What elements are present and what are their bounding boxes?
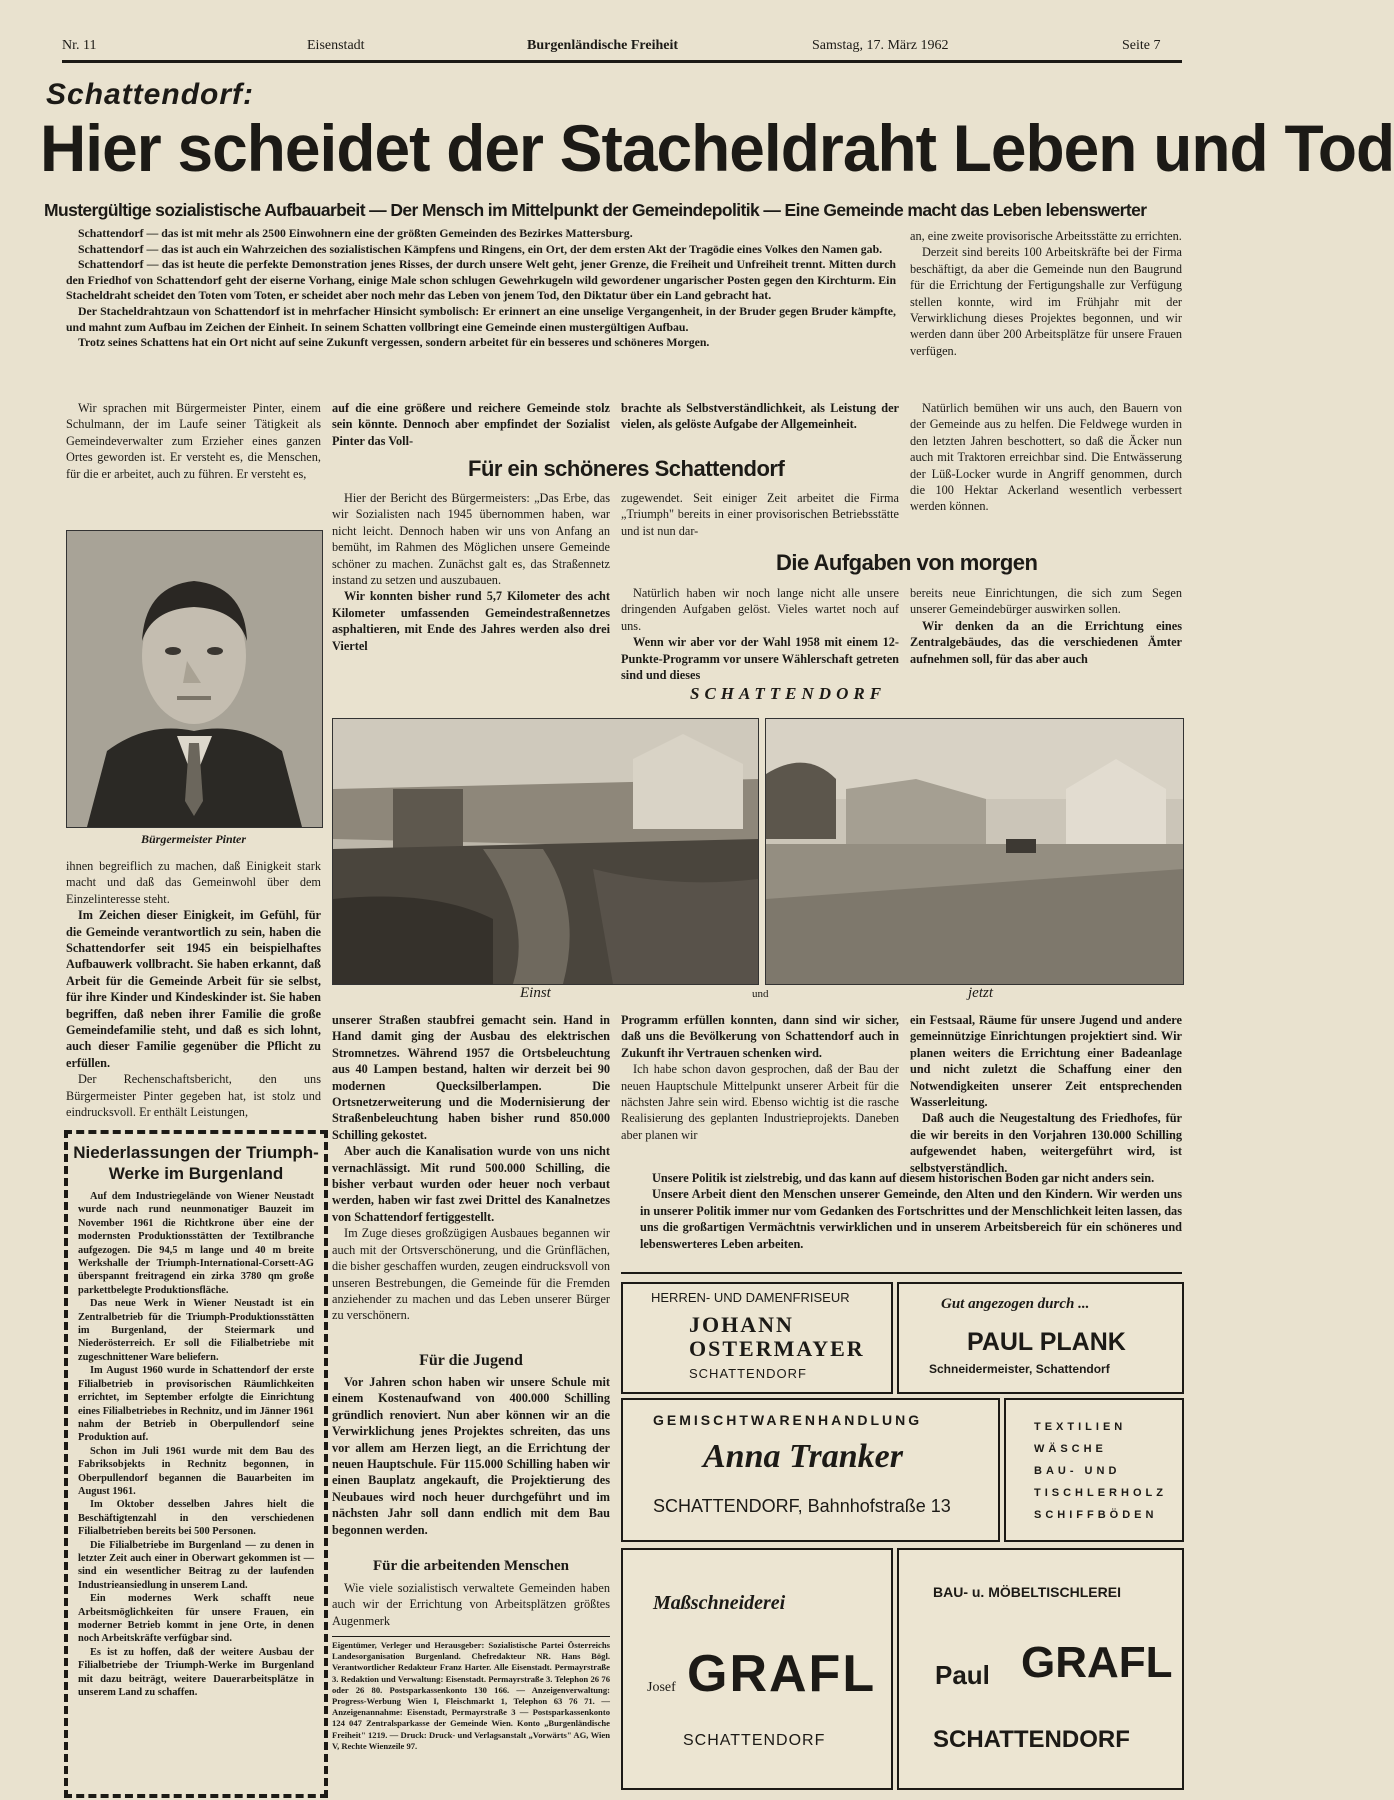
text-paragraph: Natürlich bemühen wir uns auch, den Bauern von der Gemeinde aus zu helfen. Die Feldwege wurden in den letzten Jahren beschottert, so daß die Äcker nun auch mit Traktoren erreichbar sind. Die Entwässerung der Lüß-Locker wurde in Angriff genommen, durch die 100 Hektar Ackerland wesentlich verbessert werden können. (910, 401, 1182, 514)
text-paragraph: Vor Jahren schon haben wir unsere Schule mit einem Kostenaufwand von 400.000 Schilling gründlich renoviert. Nun aber können wir an die Verwirklichung jenes Projektes schreiten, das uns vor allem am Herzen liegt, an die Errichtung der neuen Hauptschule. Für 115.000 Schilling haben wir einen Bauplatz angekauft, die Projektierung des Neubaues wird noch heuer durchgeführt und im nächsten Jahr soll dann endlich mit dem Bau begonnen werden. (332, 1375, 610, 1537)
ad-grafl2-name: GRAFL (1021, 1638, 1173, 1687)
column-3-low (621, 585, 899, 683)
portrait-image (67, 531, 322, 827)
ad-textilien-line: TISCHLERHOLZ (1034, 1487, 1167, 1499)
ad-textilien-list (1034, 1416, 1167, 1526)
sidebar-paragraph: Auf dem Industriegelände von Wiener Neustadt wurde nach rund neunmonatiger Bauzeit im November 1961 die Richtkrone über eine der modernsten Produktionsstätten der Textilbranche aufgezogen. Die 94,5 m lange und 40 m breite Werkshalle der Triumph-International-Corsett-AG überspannt freitragend ein zirka 3780 qm große parkettbelegte Produktionsfläche. (78, 1191, 314, 1296)
text-paragraph: auf die eine größere und reichere Gemeinde stolz sein könnte. Dennoch aber empfindet der Sozialist Pinter das Voll- (332, 401, 610, 448)
photo-band-title: SCHATTENDORF (690, 684, 887, 703)
header-place: Eisenstadt (307, 38, 365, 53)
column-2-bottom (332, 1012, 610, 1352)
ad-friseur-place: SCHATTENDORF (689, 1366, 807, 1381)
header-rule (62, 60, 1182, 63)
section-title-aufgaben: Die Aufgaben von morgen (776, 550, 1038, 575)
ad-friseur-name2: OSTERMAYER (689, 1336, 865, 1361)
closing-rule (621, 1272, 1182, 1274)
ad-paul-grafl (897, 1548, 1184, 1790)
ad-textilien-line: SCHIFFBÖDEN (1034, 1509, 1158, 1521)
ad-paul-plank (897, 1282, 1184, 1394)
ad-plank-line: Schneidermeister, Schattendorf (929, 1362, 1110, 1376)
column-2-jugend (332, 1374, 610, 1554)
lead-paragraph: Schattendorf — das ist auch ein Wahrzeichen des sozialistischen Kämpfens und Ringens, ein Ort, der dem ersten Akt der Tragödie eines Volkes den Namen gab. (78, 241, 883, 256)
text-paragraph: ihnen begreiflich zu machen, daß Einigkeit stark macht und daß das Gemeinwohl über dem Einzelinteresse steht. (66, 859, 321, 906)
sidebar-paragraph: Ein modernes Werk schafft neue Arbeitsmöglichkeiten für unsere Frauen, ein moderner Betrieb kommt in jene Orte, in denen noch Arbeitskräfte verfügbar sind. (78, 1593, 314, 1645)
column-2-top (332, 400, 610, 450)
text-paragraph: ein Festsaal, Räume für unsere Jugend und andere gemeinnützige Einrichtungen projektiert sind. Wir planen weiters die Errichtung einer Badeanlage und nicht zuletzt die Schaffung einer den Notwendigkeiten unserer Zeit entsprechenden Wasserleitung. (910, 1013, 1182, 1110)
ad-grafl2-place: SCHATTENDORF (933, 1726, 1130, 1753)
column-2-mid (332, 490, 610, 680)
lead-paragraph: Trotz seines Schattens hat ein Ort nicht auf seine Zukunft vergessen, sondern arbeitet für ein besseres und schöneres Morgen. (78, 335, 710, 350)
article-subheadline: Mustergültige sozialistische Aufbauarbeit — Der Mensch im Mittelpunkt der Gemeindepolitik — Eine Gemeinde macht das Leben lebenswerter (44, 200, 1147, 220)
imprint (332, 1640, 610, 1790)
article-headline: Hier scheidet der Stacheldraht Leben und Tod (40, 111, 1394, 185)
sidebar-paragraph: Im August 1960 wurde in Schattendorf der erste Filialbetrieb in provisorischen Räumlichkeiten errichtet, im September erfolgte die Einrichtung eines Filialbetriebes in Rechnitz, und im Jänner 1961 nahm der Betrieb in Oberpullendorf seine Produktion auf. (78, 1365, 314, 1444)
ad-textilien (1004, 1398, 1184, 1542)
right-column-mid (910, 400, 1182, 545)
ad-josef-grafl (621, 1548, 893, 1790)
column-1-intro (66, 400, 321, 490)
text-paragraph: Ich habe schon davon gesprochen, daß der Bau der neuen Hauptschule Mittelpunkt unserer Arbeit für die nächsten Jahre sein wird. Ebenso wichtig ist die rasche Realisierung des geplanten Industrieprojekts. Daneben aber planen wir (621, 1062, 899, 1142)
text-paragraph: an, eine zweite provisorische Arbeitsstätte zu errichten. (910, 229, 1182, 243)
right-column-top (910, 228, 1182, 390)
text-paragraph: Unsere Politik ist zielstrebig, und das kann auf diesem historischen Boden gar nicht anders sein. (652, 1171, 1155, 1185)
sidebar-text (78, 1190, 314, 1788)
ad-textilien-line: WÄSCHE (1034, 1443, 1107, 1455)
article-kicker: Schattendorf: (46, 78, 254, 111)
article-closing (640, 1170, 1182, 1270)
text-paragraph: Natürlich haben wir noch lange nicht alle unsere dringenden Aufgaben gelöst. Vieles wartet noch auf uns. (621, 586, 899, 633)
text-paragraph: brachte als Selbstverständlichkeit, als Leistung der vielen, als gelöste Aufgabe der Allgemeinheit. (621, 401, 899, 432)
ad-textilien-line: TEXTILIEN (1034, 1421, 1127, 1433)
ad-tranker-line: GEMISCHTWARENHANDLUNG (653, 1412, 923, 1428)
column-2-arbeit (332, 1580, 610, 1630)
column-3-bottom (621, 1012, 899, 1162)
text-paragraph: Unsere Arbeit dient den Menschen unserer Gemeinde, den Alten und den Kindern. Wir werden uns in unserer Politik immer nur vom Gedanken des Fortschrittes und der Menschlichkeit leiten lassen, das uns die großartigen Vermächtnis verwirklichen und in unserem Arbeitsbereich für ein schöneres und lebenswerteres Leben arbeiten. (640, 1187, 1182, 1251)
section-title-jugend: Für die Jugend (419, 1352, 523, 1369)
sidebar-paragraph: Das neue Werk in Wiener Neustadt ist ein Zentralbetrieb für die Triumph-Produktionsstätten im Burgenland, der Steiermark und Niederösterreich. Er soll die Filialbetriebe mit zugeschnittener Ware beliefern. (78, 1298, 314, 1363)
issue-number: Nr. 11 (62, 38, 97, 53)
photo-connector-word: und (752, 988, 769, 1000)
text-paragraph: Wie viele sozialistisch verwaltete Gemeinden haben auch wir der Errichtung von Arbeitsplätzen größtes Augenmerk (332, 1581, 610, 1628)
text-paragraph: Im Zuge dieses großzügigen Ausbaues begannen wir auch mit der Ortsverschönerung, und die Grünflächen, die bisher geschaffen wurden, zeugen eindrucksvoll von unseren Bestrebungen, die Gemeinde für die Fremden anziehender zu machen und das Leben unserer Bürger zu verschönern. (332, 1226, 610, 1323)
text-paragraph: Daß auch die Neugestaltung des Friedhofes, für die wir bereits in den Vorjahren 130.000 Schilling aufgewendet haben, weitergeführt wird, ist selbstverständlich. (910, 1111, 1182, 1175)
ad-plank-name: PAUL PLANK (967, 1328, 1126, 1356)
column-4-bottom (910, 1012, 1182, 1175)
header-paper: Burgenländische Freiheit (527, 38, 679, 53)
photo-after-caption: jetzt (968, 985, 993, 1001)
ad-textilien-line: BAU- UND (1034, 1465, 1121, 1477)
ad-friseur-name1: JOHANN (689, 1312, 794, 1337)
column-3-mid (621, 490, 899, 542)
column-4-low (910, 585, 1182, 675)
ad-grafl1-name: GRAFL (687, 1645, 877, 1703)
ad-tranker-address: SCHATTENDORF, Bahnhofstraße 13 (653, 1496, 951, 1516)
column-1-bottom (66, 858, 321, 1123)
ad-grafl1-line: Maßschneiderei (653, 1592, 786, 1614)
portrait-photo (66, 530, 323, 828)
text-paragraph: Aber auch die Kanalisation wurde von uns nicht vernachlässigt. Mit rund 500.000 Schilling, die bisher verbaut wurden oder heuer noch verbaut werden, haben wir fast zwei Drittel des Kanalnetzes von Schattendorf fertiggestellt. (332, 1144, 610, 1224)
page-header (62, 36, 1182, 60)
photo-before (332, 718, 759, 985)
section-title-schoeneres: Für ein schöneres Schattendorf (468, 456, 785, 481)
column-3-top (621, 400, 899, 450)
ad-grafl2-first: Paul (935, 1660, 990, 1690)
text-paragraph: Wir sprachen mit Bürgermeister Pinter, einem Schulmann, der im Laufe seiner Tätigkeit als Gemeindeverwalter zum Erzieher eines ganzen Ortes geworden ist. Er versteht es, die Menschen, für die er arbeitet, auch zu führen. Er versteht es, (66, 401, 321, 481)
text-paragraph: Wenn wir aber vor der Wahl 1958 mit einem 12-Punkte-Programm vor unsere Wählerschaft getreten sind und dieses (621, 635, 899, 683)
lead-paragraph: Der Stacheldrahtzaun von Schattendorf ist in mehrfacher Hinsicht symbolisch: Er erinnert an eine unselige Vergangenheit, in der Bruder gegen Bruder kämpfte, und mahnt zum Aufbau im Zeichen der Einheit. In seinem Schatten vollbringt eine Gemeinde einen mustergültigen Aufbau. (66, 303, 896, 334)
header-page: Seite 7 (1122, 38, 1161, 53)
lead-paragraph: Schattendorf — das ist mit mehr als 2500 Einwohnern eine der größten Gemeinden des Bezirkes Mattersburg. (78, 226, 633, 240)
article-lead (66, 226, 896, 396)
sidebar-paragraph: Es ist zu hoffen, daß der weitere Ausbau der Filialbetriebe der Triumph-Werke im Burgenland mit dazu beiträgt, weitere Dauerarbeitsplätze in unserem Land zu schaffen. (78, 1646, 314, 1699)
ad-grafl2-line: BAU- u. MÖBELTISCHLEREI (933, 1584, 1121, 1600)
photo-after (765, 718, 1184, 985)
ad-friseur-line: HERREN- UND DAMENFRISEUR (651, 1290, 850, 1305)
text-paragraph: zugewendet. Seit einiger Zeit arbeitet die Firma „Triumph" bereits in einer provisorischen Betriebsstätte und ist nun dar- (621, 491, 899, 538)
text-paragraph: Derzeit sind bereits 100 Arbeitskräfte bei der Firma beschäftigt, da aber die Gemeinde nun den Baugrund für die Errichtung der Fertigungshalle zur Verfügung stellen konnte, wird im Frühjahr mit der Verwirklichung dieses Projektes begonnen, und wir werden dann über 200 Arbeitsplätze für unsere Frauen verfügen. (910, 245, 1182, 358)
sidebar-paragraph: Die Filialbetriebe im Burgenland — zu denen in letzter Zeit auch einer in Oberwart gekommen ist — sind ein wesentlicher Beitrag zu der laufenden Industrieansiedlung in unserem Land. (78, 1539, 314, 1591)
ad-grafl1-first: Josef (647, 1680, 676, 1695)
ad-friseur-ostermayer (621, 1282, 893, 1394)
sidebar-title: Niederlassungen der Triumph-Werke im Burgenland (73, 1143, 319, 1183)
text-paragraph: Programm erfüllen konnten, dann sind wir sicher, daß uns die Bevölkerung von Schattendorf auch in Zukunft ihr Vertrauen schenken wird. (621, 1013, 899, 1060)
header-date: Samstag, 17. März 1962 (812, 38, 949, 53)
ad-plank-slogan: Gut angezogen durch ... (941, 1296, 1090, 1312)
text-paragraph: bereits neue Einrichtungen, die sich zum Segen unserer Gemeindebürger auswirken sollen. (910, 586, 1182, 617)
ad-anna-tranker (621, 1398, 1000, 1542)
ad-tranker-name: Anna Tranker (703, 1438, 903, 1475)
imprint-text: Eigentümer, Verleger und Herausgeber: Sozialistische Partei Österreichs Landesorganisation Burgenland. Chefredakteur NR. Hans Bögl. Verantwortlicher Redakteur Franz Harter. Alle Eisenstadt. Permayrstraße 3. Redaktion und Verwaltung: Eisenstadt. Permayrstraße 3. Telephon 26 76 oder 26 80. Postsparkassenkonto 130 166. — Anzeigenverwaltung: Progress-Werbung Wien I, Fleischmarkt 1, Telephon 63 76 71. — Anzeigenannahme: Eisenstadt, Permayrstraße 3 — Postsparkassenkonto 124 047 Zentralsparkasse der Gemeinde Wien. Konto „Burgenländische Freiheit" 1219. — Druck: Druck- und Verlagsanstalt „Vorwärts" AG, Wien V, Rechte Wienzeile 97. (332, 1640, 610, 1751)
lead-paragraph: Schattendorf — das ist heute die perfekte Demonstration jenes Risses, der durch unsere Welt geht, jener Grenze, die Freiheit und Unfreiheit trennt. Mitten durch den Friedhof von Schattendorf geht der eiserne Vorhang, einige Male schon schlugen Gewehrkugeln wild gewordener ungarischer Posten gegen den Kirchturm. Ein Stacheldraht scheidet den Toten vom Toten, er scheidet aber noch mehr das Leben von jenem Tod, den Diktatur über ein Land gebracht hat. (66, 257, 896, 303)
imprint-rule (332, 1636, 610, 1637)
photo-after-image (766, 719, 1183, 984)
text-paragraph: Im Zeichen dieser Einigkeit, im Gefühl, für die Gemeinde verantwortlich zu sein, haben die Schattendorfer seit 1945 ein beispielhaftes Aufbauwerk vollbracht. Sie haben erkannt, daß Arbeit für die Gemeinde Arbeit für sie selbst, für ihre Kinder und Kindeskinder ist. Sie haben begriffen, daß neben ihrer Familie die große Gemeindefamilie steht, und daß es sich lohnt, auch dieser Familie gegenüber die Pflicht zu erfüllen. (66, 908, 321, 1070)
ad-grafl1-place: SCHATTENDORF (683, 1732, 826, 1749)
sidebar-paragraph: Schon im Juli 1961 wurde mit dem Bau des Fabriksobjekts in Rechnitz begonnen, in Oberpullendorf begannen die Bauarbeiten im August 1961. (78, 1445, 314, 1497)
triumph-sidebar-box (64, 1130, 328, 1798)
section-title-arbeit: Für die arbeitenden Menschen (373, 1558, 569, 1574)
text-paragraph: Der Rechenschaftsbericht, den uns Bürgermeister Pinter gegeben hat, ist stolz und eindrucksvoll. Er enthält Leistungen, (66, 1072, 321, 1120)
photo-before-caption: Einst (520, 985, 551, 1001)
text-paragraph: unserer Straßen staubfrei gemacht sein. Hand in Hand damit ging der Ausbau des elektrischen Stromnetzes. Während 1957 die Ortsbeleuchtung aus 40 Lampen bestand, halten wir derzeit bei 90 modernen Quecksilberlampen. Die Ortsnetzerweiterung und die Modernisierung der Straßenbeleuchtung haben bisher rund 850.000 Schilling gekostet. (332, 1013, 610, 1142)
text-paragraph: Hier der Bericht des Bürgermeisters: „Das Erbe, das wir Sozialisten nach 1945 übernommen haben, war nicht leicht. Dennoch haben wir uns von Anfang an bemüht, im Rahmen des Möglichen unsere Gemeinde schöner zu machen. Zunächst galt es, das Straßennetz instand zu setzen und auszubauen. (332, 491, 610, 588)
text-paragraph: Wir denken da an die Errichtung eines Zentralgebäudes, das die verschiedenen Ämter aufnehmen soll, für das aber auch (910, 618, 1182, 666)
text-paragraph: Wir konnten bisher rund 5,7 Kilometer des acht Kilometer umfassenden Gemeindestraßennetzes asphaltieren, mit Ende des Jahres werden also drei Viertel (332, 589, 610, 653)
portrait-caption: Bürgermeister Pinter (140, 832, 246, 846)
photo-before-image (333, 719, 758, 984)
sidebar-paragraph: Im Oktober desselben Jahres hielt die Beschäftigtenzahl in den verschiedenen Filialbetrieben bereits bei 500 Personen. (78, 1499, 314, 1538)
